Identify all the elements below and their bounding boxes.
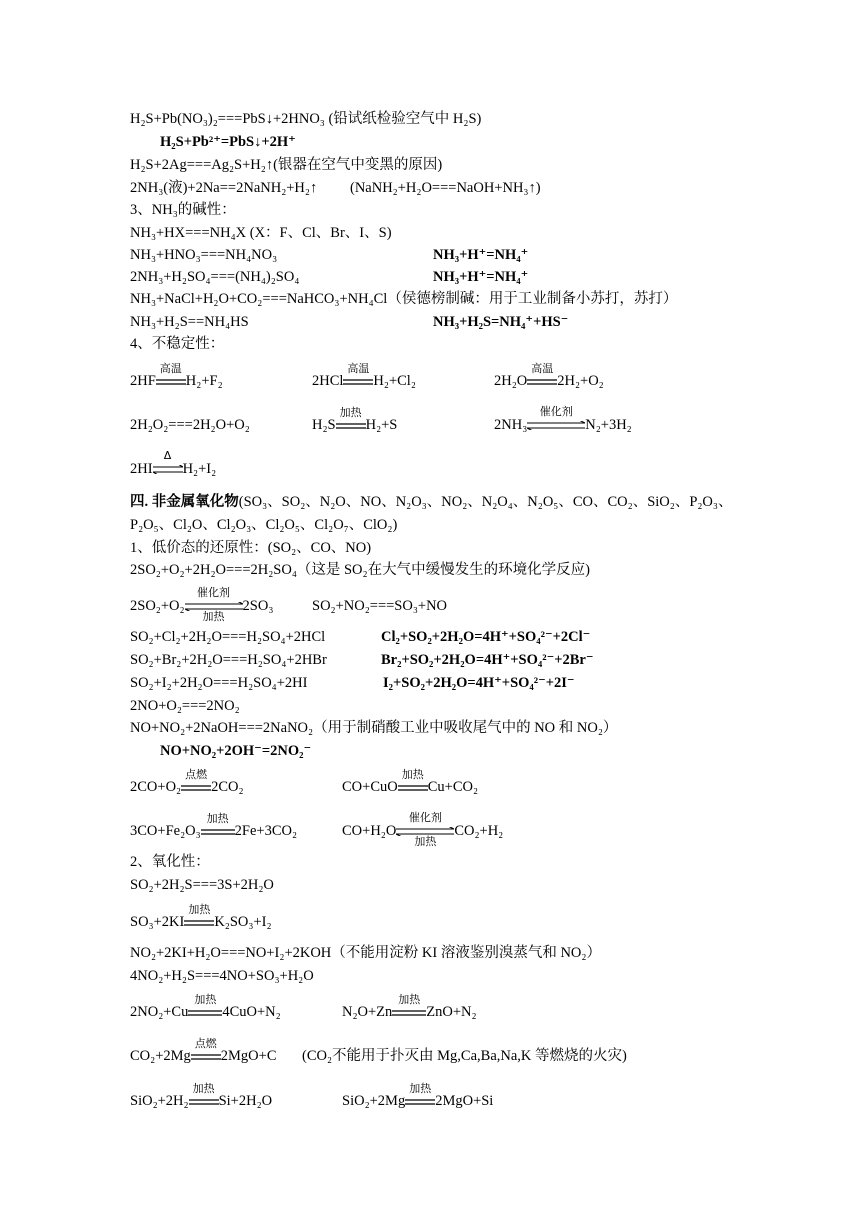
eq-no-no2-naoh: NO+NO₂+2NaOH===2NaNO₂（用于制硝酸工业中吸收尾气中的 NO 和 NO₂） [130,720,618,736]
eq-so2-acid-rain: 2SO₂+O₂+2H₂O===2H₂SO₄（这是 SO₂在大气中缓慢发生的环境化学反应) [130,562,590,578]
ionic-so2-i2: I₂+SO₂+2H₂O=4H⁺+SO₄²⁻+2I⁻ [383,675,575,691]
heading-reducing: 1、低价态的还原性：(SO₂、CO、NO) [130,540,372,556]
eq-so2-no2: SO₂+NO₂===SO₃+NO [312,598,448,614]
ionic-nh3-h-2: NH₃+H⁺=NH₄⁺ [433,269,529,285]
heading-instability: 4、不稳定性： [130,336,225,352]
eq-so2-o2: 2SO₂+O₂ 催化剂 加热 2SO₃ [130,586,274,623]
double-bar-arrow: 加热 [206,812,229,825]
eq-co2-mg: CO₂+2Mg 点燃 2MgO+C [130,1037,277,1064]
section-title: 四. 非金属氧化物 [130,494,239,510]
eq-co-cuo: CO+CuO 加热 Cu+CO₂ [342,768,479,795]
eq-nh3-h2s: NH₃+H₂S==NH₄HS [130,314,249,330]
ionic-so2-cl2: Cl₂+SO₂+2H₂O=4H⁺+SO₄²⁻+2Cl⁻ [381,629,591,645]
eq-so2-cl2: SO₂+Cl₂+2H₂O===H₂SO₄+2HCl [130,629,326,645]
note-co2-fire: (CO₂不能用于扑灭由 Mg,Ca,Ba,Na,K 等燃烧的火灾) [302,1048,627,1064]
double-bar-arrow: 加热 [401,768,424,781]
eq-no2-h2s: 4NO₂+H₂S===4NO+SO₃+H₂O [130,968,314,984]
eq-nh3-h2so4: 2NH₃+H₂SO₄===(NH₄)₂SO₄ [130,269,300,285]
eq-h2s-decomp: H₂S 加热 H₂+S [312,406,398,433]
eq-no2-cu: 2NO₂+Cu 加热 4CuO+N₂ [130,993,281,1020]
equilibrium-arrow: 催化剂 [527,420,585,429]
double-bar-arrow: 高温 [159,362,182,375]
eq-sio2-h2: SiO₂+2H₂ 加热 Si+2H₂O [130,1082,273,1109]
double-bar-arrow: 加热 [194,993,217,1006]
eq-water-gas-shift: CO+H₂O 催化剂 加热 CO₂+H₂ [342,811,504,848]
eq-h2o2-decomp: 2H₂O₂===2H₂O+O₂ [130,417,250,433]
eq-no2-ki: NO₂+2KI+H₂O===NO+I₂+2KOH（不能用淀粉 KI 溶液鉴别溴蒸气和 NO₂） [130,945,601,961]
eq-hf-decomp: 2HF 高温 H₂+F₂ [130,362,223,389]
eq-nh3-na: 2NH₃(液)+2Na==2NaNH₂+H₂↑ [130,180,318,196]
eq-co-fe2o3: 3CO+Fe₂O₃ 加热 2Fe+3CO₂ [130,812,298,839]
eq-hou-process: NH₃+NaCl+H₂O+CO₂===NaHCO₃+NH₄Cl（侯德榜制碱：用于工业制备小苏打，苏打） [130,291,678,307]
oxide-list-2: P₂O₅、Cl₂O、Cl₂O₃、Cl₂O₅、Cl₂O₇、ClO₂) [130,517,398,533]
eq-h2o-decomp: 2H₂O 高温 2H₂+O₂ [494,362,604,389]
eq-so2-i2: SO₂+I₂+2H₂O===H₂SO₄+2HI [130,675,308,691]
equilibrium-arrow: Δ [153,464,183,473]
eq-no-o2: 2NO+O₂===2NO₂ [130,698,240,714]
eq-h2s-ag: H₂S+2Ag===Ag₂S+H₂↑(银器在空气中变黑的原因) [130,157,443,173]
heading-oxidizing: 2、氧化性： [130,854,210,870]
double-bar-arrow: 点燃 [185,768,208,781]
eq-hcl-decomp: 2HCl 高温 H₂+Cl₂ [312,362,416,389]
eq-nh3-hno3: NH₃+HNO₃===NH₄NO₃ [130,247,278,263]
ionic-h2s-pb: H₂S+Pb²⁺=PbS↓+2H⁺ [160,134,296,150]
section-nonmetal-oxides [130,493,732,511]
eq-so2-h2s: SO₂+2H₂S===3S+2H₂O [130,877,274,893]
eq-so2-br2: SO₂+Br₂+2H₂O===H₂SO₄+2HBr [130,652,327,668]
eq-n2o-zn: N₂O+Zn 加热 ZnO+N₂ [342,993,477,1020]
heading-nh3-basicity: 3、NH₃的碱性： [130,202,236,218]
oxide-list-1: (SO₃、SO₂、N₂O、NO、N₂O₃、NO₂、N₂O₄、N₂O₅、CO、CO₂、SiO₂、P₂O₃、 [238,494,733,510]
eq-sio2-mg: SiO₂+2Mg 加热 2MgO+Si [342,1082,494,1109]
ionic-nh3-h-1: NH₃+H⁺=NH₄⁺ [433,247,529,263]
double-bar-arrow: 加热 [409,1082,432,1095]
eq-nh3-hx: NH₃+HX===NH₄X (X：F、Cl、Br、I、S) [130,225,392,241]
double-bar-arrow: 高温 [347,362,370,375]
eq-nh3-decomp: 2NH₃ 催化剂 N₂+3H₂ [494,405,632,433]
eq-so3-ki: SO₃+2KI 加热 K₂SO₃+I₂ [130,903,272,930]
eq-co-combustion: 2CO+O₂ 点燃 2CO₂ [130,768,244,795]
equilibrium-arrow: 催化剂 加热 [185,601,243,610]
eq-h2s-pbno3: H₂S+Pb(NO₃)₂===PbS↓+2HNO₃ (铅试纸检验空气中 H₂S) [130,111,482,127]
double-bar-arrow: 高温 [531,362,554,375]
ionic-no-no2-oh: NO+NO₂+2OH⁻=2NO₂⁻ [160,743,312,759]
equilibrium-arrow: 催化剂 加热 [396,826,454,835]
double-bar-arrow: 加热 [192,1082,215,1095]
eq-nanh2-h2o: (NaNH₂+H₂O===NaOH+NH₃↑) [350,180,541,196]
ionic-so2-br2: Br₂+SO₂+2H₂O=4H⁺+SO₄²⁻+2Br⁻ [381,652,594,668]
eq-hi-decomp: 2HI Δ H₂+I₂ [130,449,217,477]
double-bar-arrow: 加热 [398,993,421,1006]
double-bar-arrow: 加热 [339,406,362,419]
ionic-nh3-h2s: NH₃+H₂S=NH₄⁺+HS⁻ [433,314,569,330]
double-bar-arrow: 加热 [188,903,211,916]
double-bar-arrow: 点燃 [194,1037,217,1050]
